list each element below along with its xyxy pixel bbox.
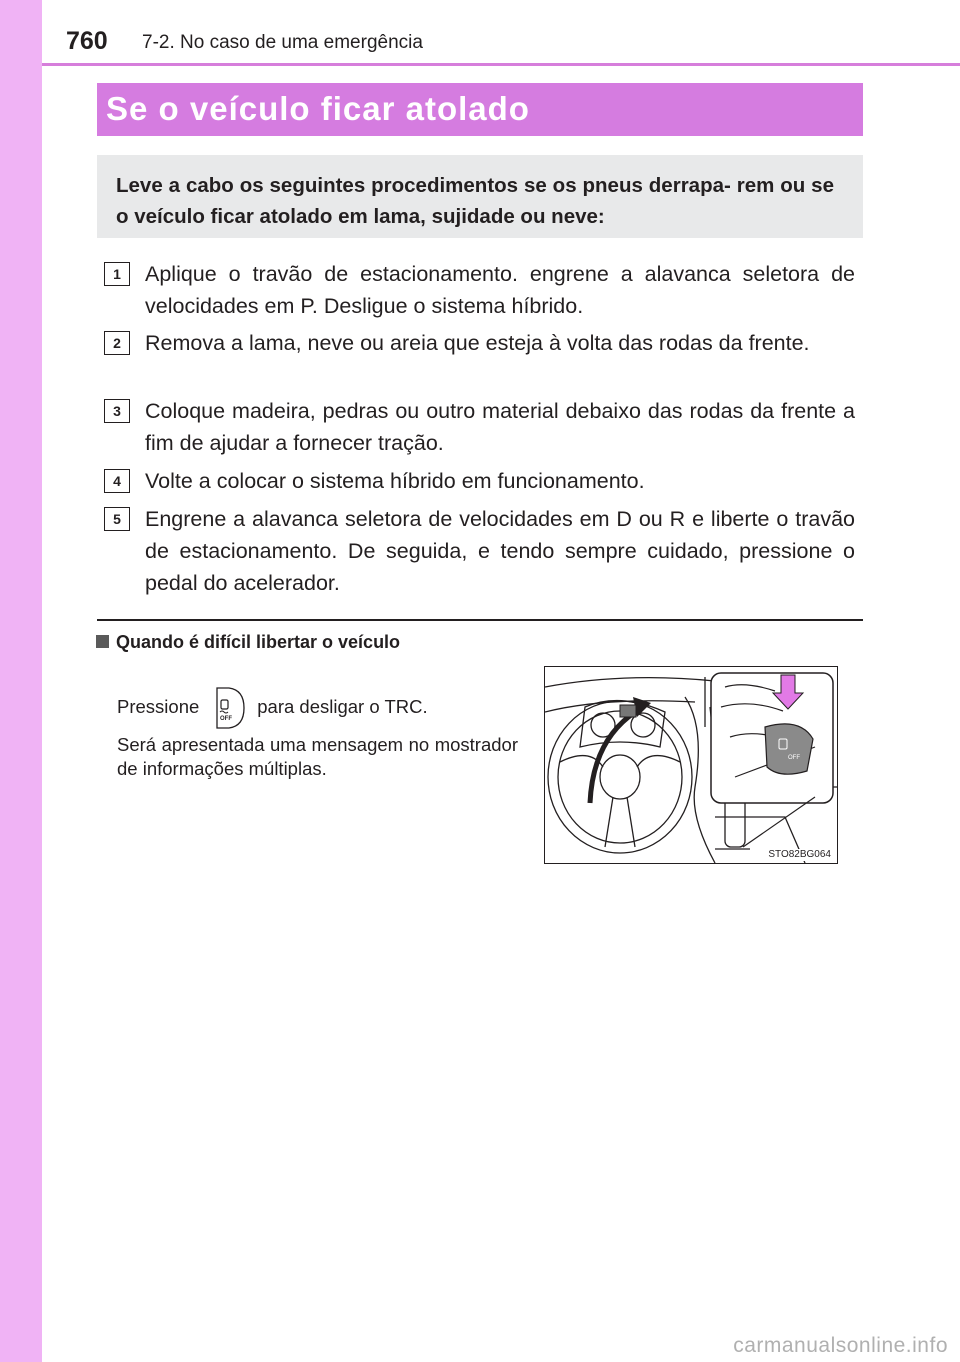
step-text: Aplique o travão de estacionamento. engrene a alavanca seletora de velocidades em P. Desligue o sistema híbrido. xyxy=(145,262,855,318)
side-color-band xyxy=(0,0,42,1362)
step-text: Coloque madeira, pedras ou outro material debaixo das rodas da frente a fim de ajudar a fornecer tração. xyxy=(145,399,855,455)
watermark: carmanualsonline.info xyxy=(733,1334,948,1357)
press-instruction xyxy=(117,686,428,730)
dashboard-drawing xyxy=(545,667,837,863)
step-number: 2 xyxy=(104,331,130,355)
press-suffix: para desligar o TRC. xyxy=(257,695,428,717)
subsection-heading xyxy=(96,630,400,654)
step-number: 1 xyxy=(104,262,130,286)
press-label: Pressione xyxy=(117,695,200,717)
section-title: Se o veículo ficar atolado xyxy=(106,90,530,127)
step-text: Remova a lama, neve ou areia que esteja à volta das rodas da frente. xyxy=(145,331,810,355)
trc-off-button-icon xyxy=(209,686,247,730)
step-number: 4 xyxy=(104,469,130,493)
dashboard-illustration xyxy=(544,666,838,864)
page-header xyxy=(0,0,960,66)
info-message-note: Será apresentada uma mensagem no mostrador de informações múltiplas. xyxy=(117,734,518,779)
square-bullet-icon xyxy=(96,635,109,648)
step-text: Engrene a alavanca seletora de velocidades em D ou R e liberte o travão de estacionamento. De seguida, e tendo sempre cuidado, pressione o pedal do acelerador. xyxy=(145,507,855,595)
page-number: 760 xyxy=(66,27,108,55)
section-divider xyxy=(97,619,863,621)
chapter-title: 7-2. No caso de uma emergência xyxy=(142,32,423,53)
svg-text:OFF: OFF xyxy=(788,755,800,761)
subsection-title: Quando é difícil libertar o veículo xyxy=(116,632,401,652)
step-number: 5 xyxy=(104,507,130,531)
svg-text:OFF: OFF xyxy=(220,716,233,722)
intro-box xyxy=(97,155,863,238)
illustration-code: STO82BG064 xyxy=(768,849,831,860)
intro-text: Leve a cabo os seguintes procedimentos se os pneus derrapa- rem ou se o veículo ficar atolado em lama, sujidade ou neve: xyxy=(116,174,834,228)
step-number: 3 xyxy=(104,399,130,423)
section-title-bar xyxy=(97,83,863,136)
header-rule xyxy=(42,63,960,66)
step-text: Volte a colocar o sistema híbrido em funcionamento. xyxy=(145,469,645,493)
